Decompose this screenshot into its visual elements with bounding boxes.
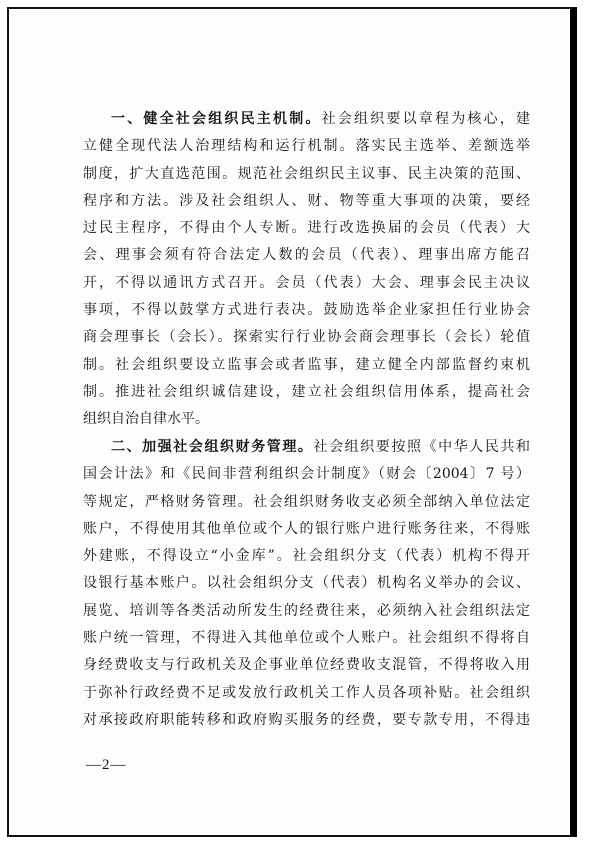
paragraph-line: 外建账，不得设立“小金库”。社会组织分支（代表）机构不得开 <box>83 548 530 565</box>
paragraph-line: 程序和方法。涉及社会组织人、财、物等重大事项的决策，要经 <box>83 192 530 209</box>
section-1-heading: 一、健全社会组织民主机制。 <box>111 111 322 127</box>
paragraph-line: 制。推进社会组织诚信建设，建立社会组织信用体系，提高社会 <box>83 383 530 400</box>
paragraph-line: 于弥补行政经费不足或发放行政机关工作人员各项补贴。社会组织 <box>83 684 530 701</box>
paragraph-line: 展览、培训等各类活动所发生的经费往来，必须纳入社会组织法定 <box>83 602 530 619</box>
paragraph-line: 开，不得以通讯方式召开。会员（代表）大会、理事会民主决议 <box>83 274 530 291</box>
paragraph-line <box>83 106 530 133</box>
paragraph-line: 组织自治自律水平。 <box>83 411 209 428</box>
paragraph-line: 账户，不得使用其他单位或个人的银行账户进行账务往来，不得账 <box>83 520 530 537</box>
paragraph-line: 事项，不得以鼓掌方式进行表决。鼓励选举企业家担任行业协会 <box>83 302 530 319</box>
paragraph-text: 社会组织要按照《中华人民共和 <box>313 439 530 455</box>
paragraph-line <box>83 434 530 461</box>
paragraph-line: 过民主程序，不得由个人专断。进行改选换届的会员（代表）大 <box>83 220 530 237</box>
paragraph-line: 立健全现代法人治理结构和运行机制。落实民主选举、差额选举 <box>83 138 530 155</box>
paragraph-line: 身经费收支与行政机关及企事业单位经费收支混管，不得将收入用 <box>83 657 530 674</box>
paragraph-line: 制度，扩大直选范围。规范社会组织民主议事、民主决策的范围、 <box>83 165 530 182</box>
paragraph-line: 设银行基本账户。以社会组织分支（代表）机构名义举办的会议、 <box>83 575 530 592</box>
paragraph-line: 商会理事长（会长）。探索实行行业协会商会理事长（会长）轮值 <box>83 329 530 346</box>
section-1-paragraph <box>83 106 530 434</box>
paragraph-line: 等规定，严格财务管理。社会组织财务收支必须全部纳入单位法定 <box>83 493 530 510</box>
paragraph-text: 社会组织要以章程为核心，建 <box>321 111 531 127</box>
page-number: —2— <box>86 757 127 773</box>
paragraph-line: 账户统一管理，不得进入其他单位或个人账户。社会组织不得将自 <box>83 630 530 647</box>
paragraph-line: 国会计法》和《民间非营利组织会计制度》（财会〔2004〕7 号） <box>83 466 530 483</box>
section-2-heading: 二、加强社会组织财务管理。 <box>111 439 314 455</box>
paragraph-line: 会、理事会须有符合法定人数的会员（代表）、理事出席方能召 <box>83 247 530 264</box>
section-2-paragraph <box>83 434 530 734</box>
paragraph-line: 制。社会组织要设立监事会或者监事，建立健全内部监督约束机 <box>83 356 530 373</box>
paragraph-line: 对承接政府职能转移和政府购买服务的经费，要专款专用，不得违 <box>83 711 530 728</box>
